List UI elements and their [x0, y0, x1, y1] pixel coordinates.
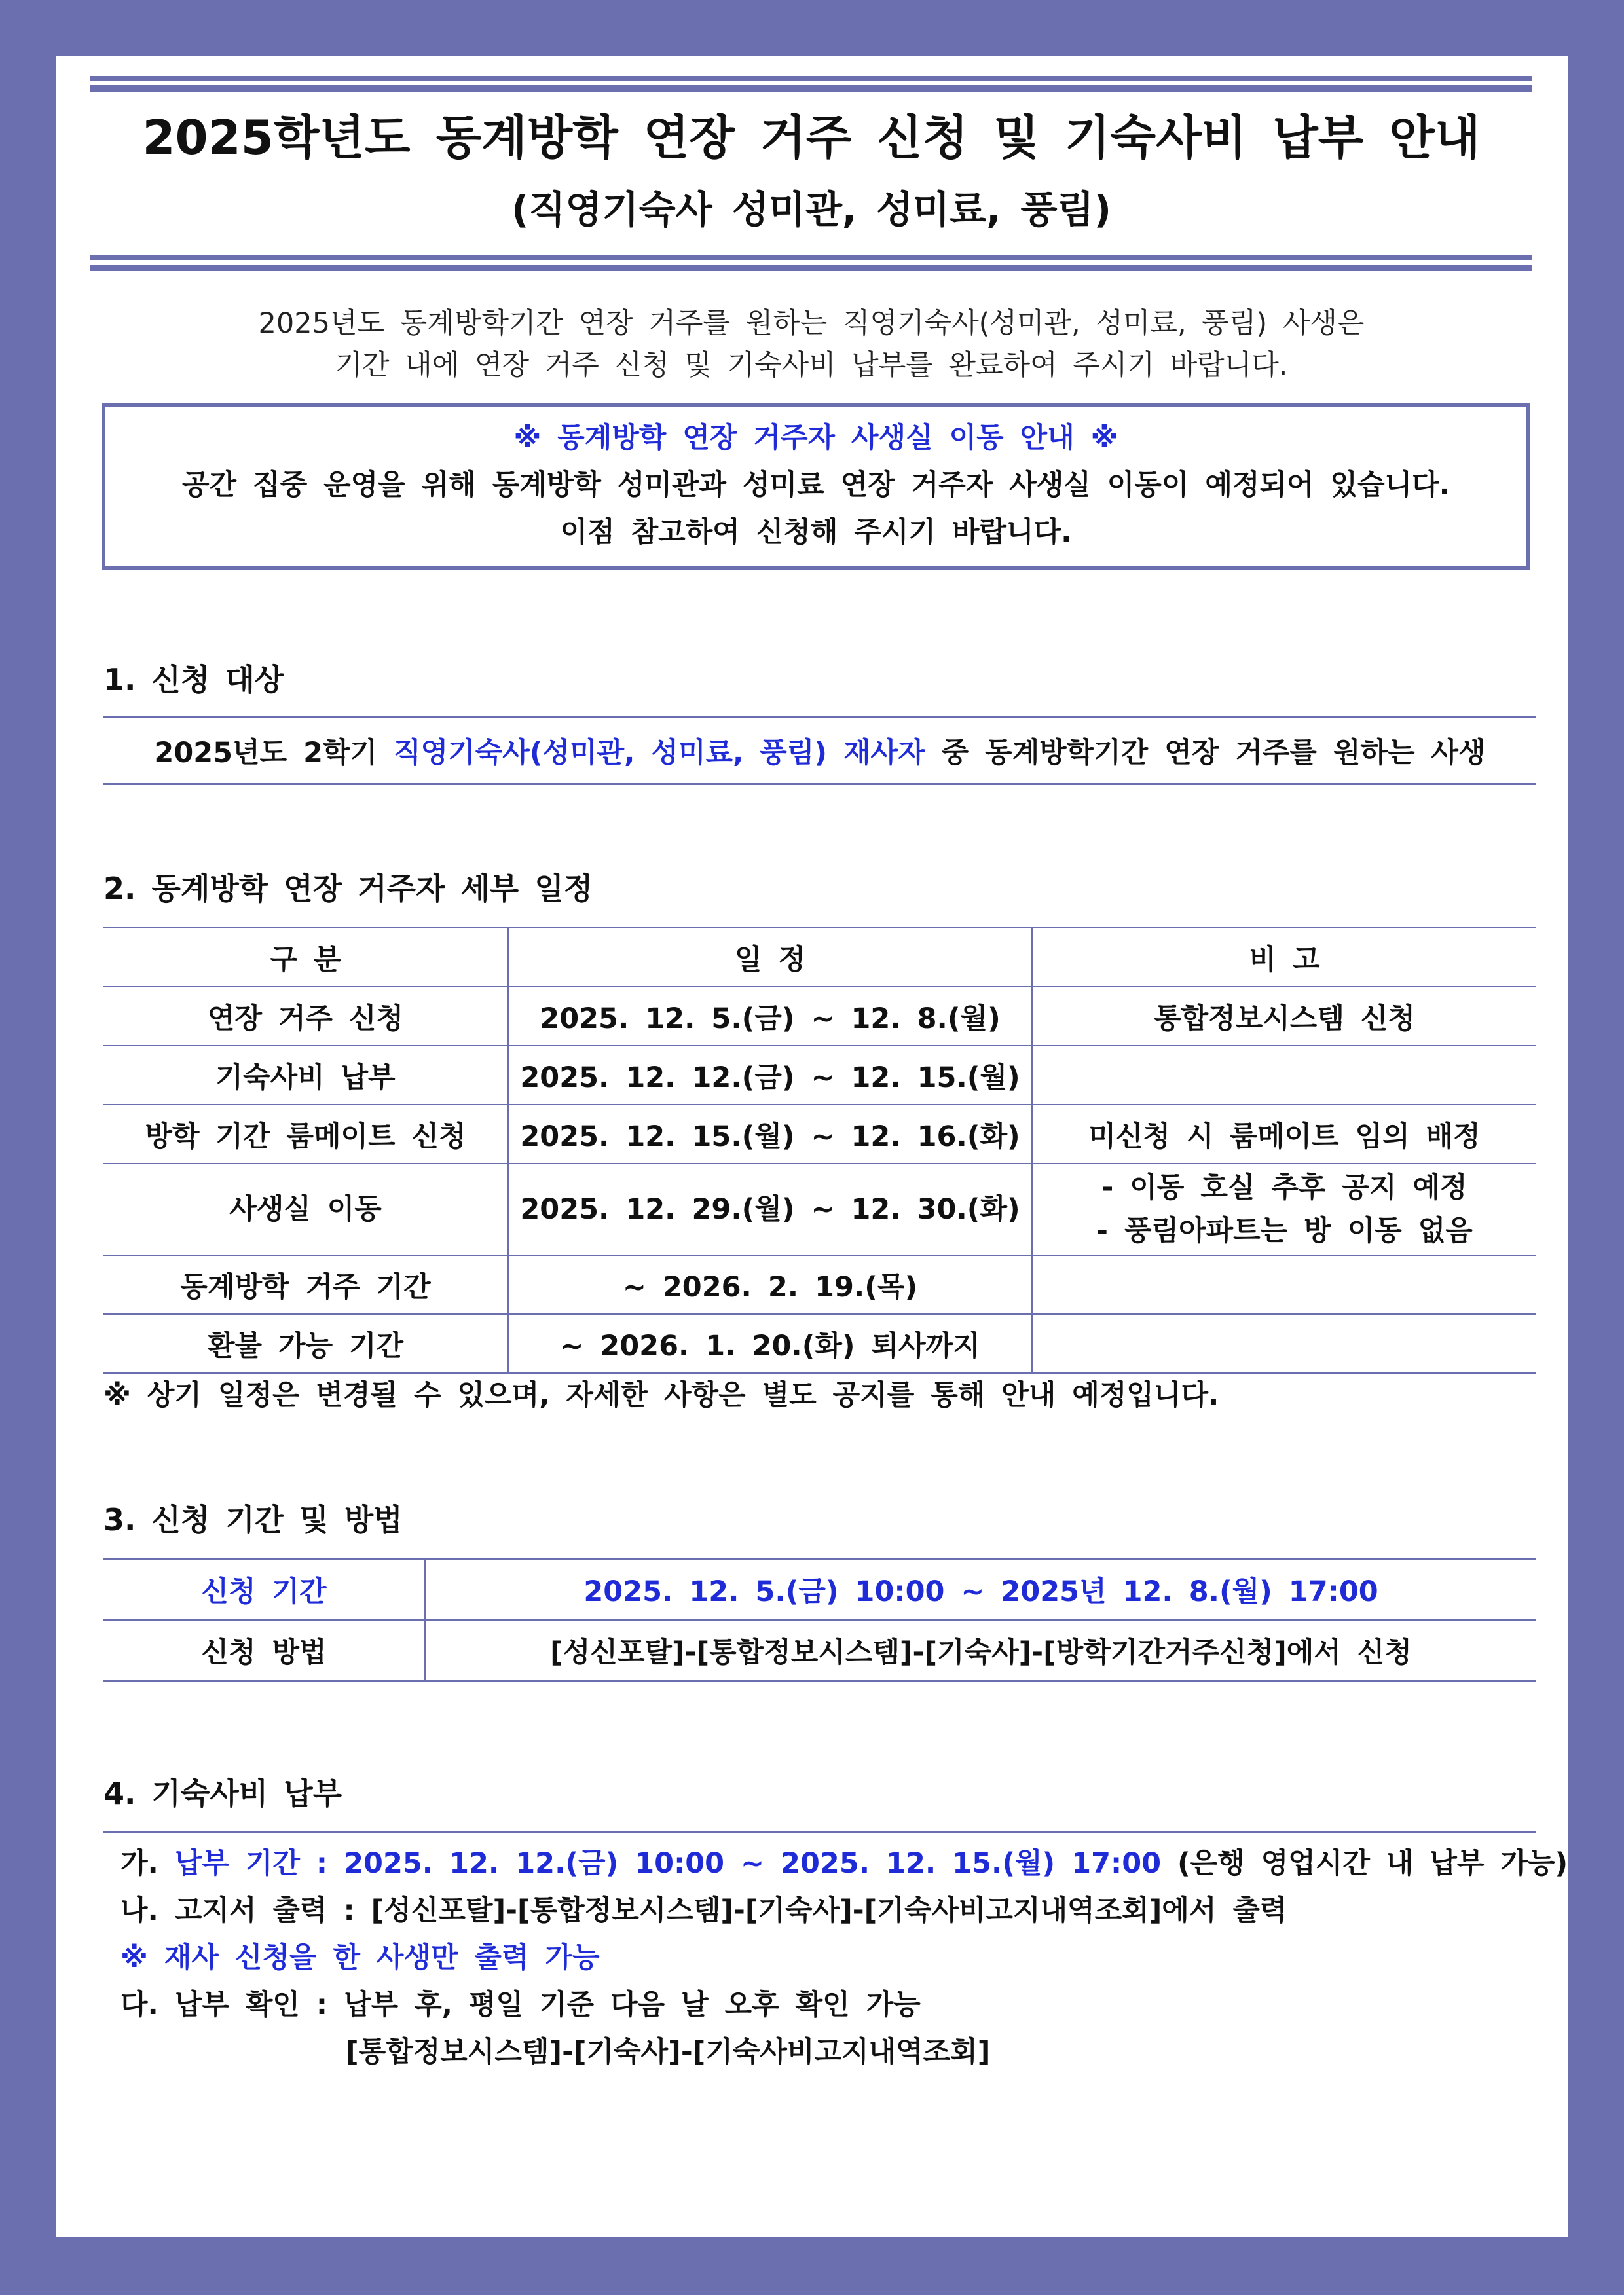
table-row: [103, 1046, 1536, 1105]
notice-line-1: 공간 집중 운영을 위해 동계방학 성미관과 성미료 연장 거주자 사생실 이동이 예정되어 있습니다.: [182, 469, 1450, 502]
row-note-line-1: - 이동 호실 추후 공지 예정: [1101, 1171, 1467, 1204]
row-date: 2025. 12. 29.(월) ~ 12. 30.(화): [508, 1164, 1032, 1255]
section1-text-after: 중 동계방학기간 연장 거주를 원하는 사생: [925, 737, 1486, 769]
row-date: ~ 2026. 2. 19.(목): [508, 1255, 1032, 1314]
header-bottom-rule: [90, 255, 1532, 272]
schedule-table: [103, 927, 1536, 1374]
table-row: [103, 1314, 1536, 1374]
row-note: [1032, 1046, 1536, 1105]
invoice-print-line: 나. 고지서 출력 : [성신포탈]-[통합정보시스템]-[기숙사]-[기숙사비고지내역조회]에서 출력: [120, 1894, 1287, 1927]
method-value: [성신포탈]-[통합정보시스템]-[기숙사]-[방학기간거주신청]에서 신청: [425, 1620, 1536, 1681]
row-date: 2025. 12. 5.(금) ~ 12. 8.(월): [508, 987, 1032, 1046]
row-category: 기숙사비 납부: [103, 1046, 508, 1105]
header-top-rule: [90, 76, 1532, 93]
table-row: [103, 1620, 1536, 1681]
section4-title: 4. 기숙사비 납부: [103, 1776, 342, 1811]
section3-title: 3. 신청 기간 및 방법: [103, 1502, 403, 1537]
notice-title: ※ 동계방학 연장 거주자 사생실 이동 안내 ※: [513, 422, 1118, 454]
payment-confirm-line: 다. 납부 확인 : 납부 후, 평일 기준 다음 날 오후 확인 가능: [120, 1989, 921, 2021]
row-note: [1032, 1314, 1536, 1374]
section1-target-cell: [103, 718, 1536, 784]
row-category: 사생실 이동: [103, 1164, 508, 1255]
row-date: 2025. 12. 15.(월) ~ 12. 16.(화): [508, 1105, 1032, 1164]
section1-table: [103, 716, 1536, 785]
header-category: 구 분: [270, 943, 341, 976]
notice-line-2: 이점 참고하여 신청해 주시기 바랍니다.: [560, 516, 1072, 549]
payment-period-value: 납부 기간 : 2025. 12. 12.(금) 10:00 ~ 2025. 12. 15.(월) 17:00: [174, 1847, 1162, 1880]
section1-text-before: 2025년도 2학기: [154, 737, 394, 769]
section1-text-highlight: 직영기숙사(성미관, 성미료, 풍림) 재사자: [394, 737, 925, 769]
section1-title: 1. 신청 대상: [103, 662, 284, 697]
row-category: 환불 가능 기간: [103, 1314, 508, 1374]
payment-period-suffix: (은행 영업시간 내 납부 가능): [1161, 1847, 1568, 1880]
period-label: 신청 기간: [201, 1575, 327, 1608]
document-page: [56, 56, 1568, 2237]
section2-title: 2. 동계방학 연장 거주자 세부 일정: [103, 871, 593, 906]
table-row: [103, 987, 1536, 1046]
row-note: 통합정보시스템 신청: [1032, 987, 1536, 1046]
row-category: 연장 거주 신청: [103, 987, 508, 1046]
schedule-header-row: [103, 928, 1536, 987]
row-date: 2025. 12. 12.(금) ~ 12. 15.(월): [508, 1046, 1032, 1105]
row-note: [1032, 1164, 1536, 1255]
row-note-line-2: - 풍림아파트는 방 이동 없음: [1096, 1215, 1473, 1247]
intro-line-1: 2025년도 동계방학기간 연장 거주를 원하는 직영기숙사(성미관, 성미료, 풍림) 사생은: [258, 307, 1365, 340]
method-label: 신청 방법: [103, 1620, 425, 1681]
row-category: 동계방학 거주 기간: [103, 1255, 508, 1314]
table-row: [103, 1105, 1536, 1164]
payment-period-line: [120, 1840, 1568, 1887]
intro-text: [90, 303, 1532, 386]
table-row: [103, 718, 1536, 784]
period-value: 2025. 12. 5.(금) 10:00 ~ 2025년 12. 8.(월) 17:00: [425, 1559, 1536, 1621]
application-table: [103, 1558, 1536, 1682]
row-date: ~ 2026. 1. 20.(화) 퇴사까지: [508, 1314, 1032, 1374]
row-note: [1032, 1255, 1536, 1314]
row-category: 방학 기간 룸메이트 신청: [103, 1105, 508, 1164]
table-row: [103, 1559, 1536, 1621]
page-title: 2025학년도 동계방학 연장 거주 신청 및 기숙사비 납부 안내: [142, 110, 1481, 165]
payment-section: [103, 1831, 1568, 2076]
schedule-footnote: ※ 상기 일정은 변경될 수 있으며, 자세한 사항은 별도 공지를 통해 안내 예정입니다.: [103, 1379, 1219, 1412]
invoice-print-note: ※ 재사 신청을 한 사생만 출력 가능: [120, 1941, 600, 1974]
notice-box: [102, 403, 1530, 570]
row-note: 미신청 시 룸메이트 임의 배정: [1032, 1105, 1536, 1164]
intro-line-2: 기간 내에 연장 거주 신청 및 기숙사비 납부를 완료하여 주시기 바랍니다.: [335, 349, 1288, 382]
document-content: [90, 76, 1568, 2076]
header-schedule: 일 정: [508, 928, 1032, 987]
table-row: [103, 1255, 1536, 1314]
payment-confirm-path: [통합정보시스템]-[기숙사]-[기숙사비고지내역조회]: [346, 2036, 991, 2068]
header-note: 비 고: [1032, 928, 1536, 987]
table-row: [103, 1164, 1536, 1255]
page-subtitle: (직영기숙사 성미관, 성미료, 풍림): [511, 187, 1112, 232]
payment-period-prefix: 가.: [120, 1847, 175, 1880]
